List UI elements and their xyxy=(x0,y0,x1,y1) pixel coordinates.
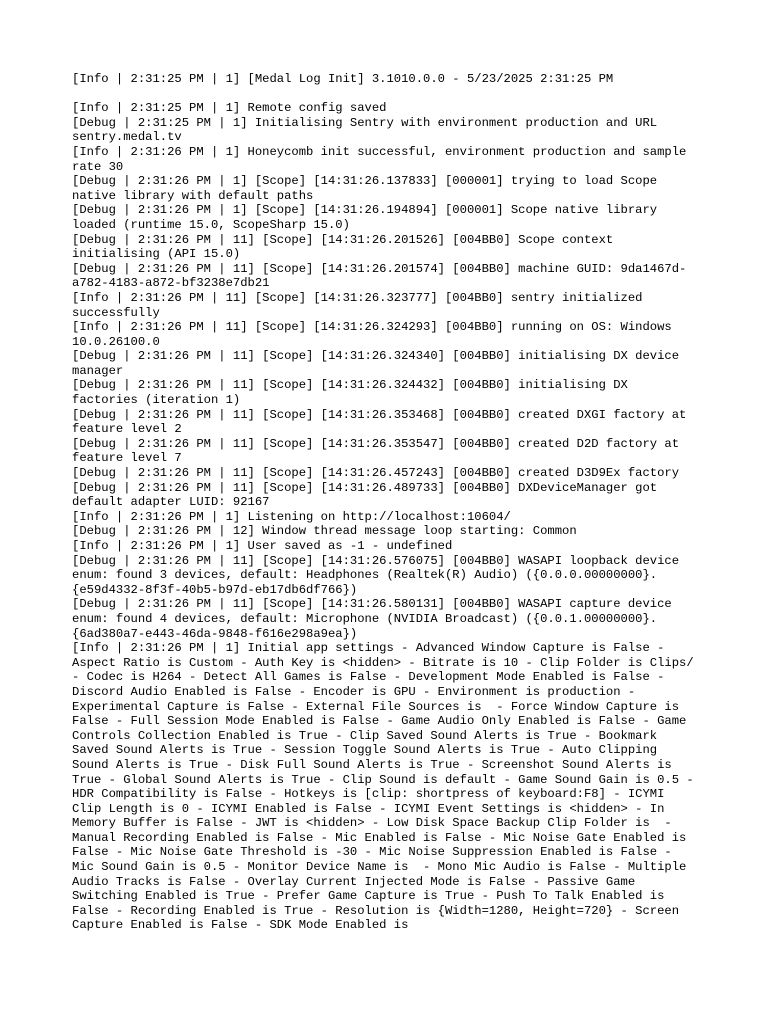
log-entry: [Info | 2:31:26 PM | 1] Listening on http://localhost:10604/ xyxy=(72,509,511,524)
log-entry: [Debug | 2:31:26 PM | 11] [Scope] [14:31:26.489733] [004BB0] DXDeviceManager got default adapter LUID: 92167 xyxy=(72,480,665,510)
log-entry: [Debug | 2:31:26 PM | 1] [Scope] [14:31:26.137833] [000001] trying to load Scope native library with default paths xyxy=(72,174,665,203)
log-entry: [Debug | 2:31:26 PM | 11] [Scope] [14:31:26.324432] [004BB0] initialising DX factories (iteration 1) xyxy=(72,378,636,408)
log-entry: [Info | 2:31:26 PM | 1] Initial app settings - Advanced Window Capture is False - Aspect Ratio is Custom - Auth Key is <hidden> - Bitrate is 10 - Clip Folder is Clips/ - Codec is H264 - Detect All Games is False - Development Mode Enabled is False - Discord Audio Enabled is False - Encoder is GPU - Environment is production - Experimental Capture is False - External File Sources is - Force Window Capture is False - Full Session Mode Enabled is False - Game Audio Only Enabled is False - Game Controls Collection Enabled is True - Clip Saved Sound Alerts is True - Bookmark Saved Sound Alerts is True - Session Toggle Sound Alerts is True - Auto Clipping Sound Alerts is True - Disk Full Sound Alerts is True - Screenshot Sound Alerts is True - Global Sound Alerts is True - Clip Sound is default - Game Sound Gain is 0.5 - HDR Compatibility is False - Hotkeys is [clip: shortpress of keyboard:F8] - ICYMI Clip Length is 0 - ICYMI Enabled is False - ICYMI Event Settings is <hidden> - In Memory Buffer is False - JWT is <hidden> - Low Disk Space Backup Clip Folder is - Manual Recording Enabled is False - Mic Enabled is False - Mic Noise Gate Enabled is False - Mic Noise Gate Threshold is -30 - Mic Noise Suppression Enabled is False - Mic Sound Gain is 0.5 - Monitor Device Name is - Mono Mic Audio is False - Multiple Audio Tracks is False - Overlay Current Injected Mode is False - Passive Game Switching Enabled is True - Prefer Game Capture is True - Push To Talk Enabled is False - Recording Enabled is True - Resolution is {Width=1280, Height=720} - Screen Capture Enabled is False - SDK Mode Enabled is xyxy=(72,641,701,933)
log-header-line: [Info | 2:31:25 PM | 1] [Medal Log Init] 3.1010.0.0 - 5/23/2025 2:31:25 PM xyxy=(72,72,614,86)
log-entry: [Info | 2:31:26 PM | 1] User saved as -1 - undefined xyxy=(72,539,453,553)
log-entry: [Debug | 2:31:26 PM | 1] [Scope] [14:31:26.194894] [000001] Scope native library loaded (runtime 15.0, ScopeSharp 15.0) xyxy=(72,203,665,232)
log-entry: [Info | 2:31:26 PM | 11] [Scope] [14:31:26.323777] [004BB0] sentry initialized successfully xyxy=(72,290,650,320)
log-page xyxy=(72,72,701,933)
log-entry: [Debug | 2:31:25 PM | 1] Initialising Sentry with environment production and URL sentry.medal.tv xyxy=(72,115,665,145)
log-entry: [Debug | 2:31:26 PM | 11] [Scope] [14:31:26.201574] [004BB0] machine GUID: 9da1467d-a782-4183-a872-bf3238e7db21 xyxy=(72,261,687,291)
log-entries xyxy=(72,101,701,933)
log-entry: [Debug | 2:31:26 PM | 11] [Scope] [14:31:26.457243] [004BB0] created D3D9Ex factory xyxy=(72,466,680,481)
log-entry: [Debug | 2:31:26 PM | 11] [Scope] [14:31:26.576075] [004BB0] WASAPI loopback device enum: found 3 devices, default: Headphones (Realtek(R) Audio) ({0.0.0.00000000}.{e59d4332-8f3f-40b5-b97d-eb17db6df766}) xyxy=(72,553,687,597)
log-entry: [Debug | 2:31:26 PM | 11] [Scope] [14:31:26.324340] [004BB0] initialising DX device manager xyxy=(72,349,687,378)
log-entry: [Debug | 2:31:26 PM | 12] Window thread message loop starting: Common xyxy=(72,524,577,539)
blank-line xyxy=(72,87,698,102)
log-entry: [Debug | 2:31:26 PM | 11] [Scope] [14:31:26.353468] [004BB0] created DXGI factory at feature level 2 xyxy=(72,407,694,437)
log-entry: [Info | 2:31:26 PM | 1] Honeycomb init successful, environment production and sample rate 30 xyxy=(72,144,694,174)
log-entry: [Debug | 2:31:26 PM | 11] [Scope] [14:31:26.580131] [004BB0] WASAPI capture device enum: found 4 devices, default: Microphone (NVIDIA Broadcast) ({0.0.1.00000000}.{6ad380a7-e443-46da-9848-f616e298a9ea}) xyxy=(72,597,680,641)
log-entry: [Debug | 2:31:26 PM | 11] [Scope] [14:31:26.353547] [004BB0] created D2D factory at feature level 7 xyxy=(72,436,687,466)
log-entry: [Info | 2:31:25 PM | 1] Remote config saved xyxy=(72,101,387,116)
log-entry: [Debug | 2:31:26 PM | 11] [Scope] [14:31:26.201526] [004BB0] Scope context initialising (API 15.0) xyxy=(72,232,621,262)
log-entry: [Info | 2:31:26 PM | 11] [Scope] [14:31:26.324293] [004BB0] running on OS: Windows 10.0.26100.0 xyxy=(72,320,680,349)
